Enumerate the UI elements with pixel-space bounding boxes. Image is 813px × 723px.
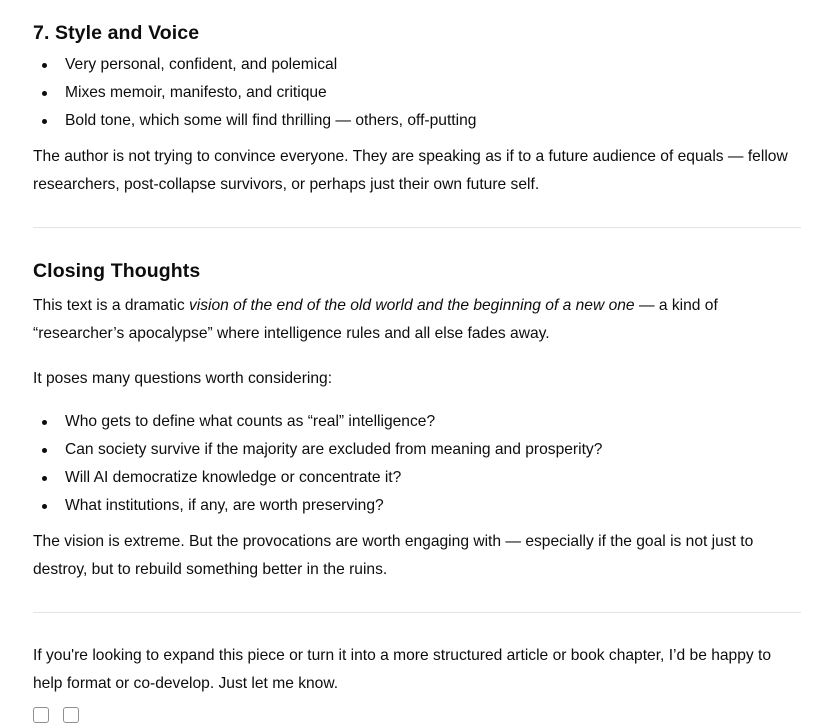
- style-voice-list: [33, 51, 801, 135]
- thumbs-up-icon[interactable]: [63, 707, 79, 723]
- bullet-icon: [42, 119, 47, 124]
- list-item: Mixes memoir, manifesto, and critique: [33, 79, 801, 107]
- offer-paragraph: If you're looking to expand this piece or turn it into a more structured article or book chapter, I’d be happy to help format or co-develop. Just let me know.: [33, 647, 772, 692]
- questions-lead: It poses many questions worth considering:: [33, 370, 333, 387]
- divider: [33, 227, 801, 228]
- style-voice-heading: 7. Style and Voice: [33, 22, 200, 44]
- bullet-icon: [42, 63, 47, 68]
- closing-conclusion: The vision is extreme. But the provocations are worth engaging with — especially if the goal is not just to destroy, but to rebuild something better in the ruins.: [33, 533, 754, 578]
- bullet-icon: [42, 91, 47, 96]
- questions-list: [33, 408, 801, 520]
- list-item: Who gets to define what counts as “real” intelligence?: [33, 408, 801, 436]
- response-content: [33, 18, 801, 698]
- copy-icon[interactable]: [33, 707, 49, 723]
- closing-intro-paragraph: This text is a dramatic vision of the end of the old world and the beginning of a new one — a kind of “researcher’s apocalypse” where intelligence rules and all else fades away.: [33, 297, 718, 342]
- list-item: What institutions, if any, are worth preserving?: [33, 492, 801, 520]
- bullet-icon: [42, 476, 47, 481]
- bullet-icon: [42, 420, 47, 425]
- list-item: Very personal, confident, and polemical: [33, 51, 801, 79]
- closing-thoughts-heading: Closing Thoughts: [33, 260, 201, 282]
- list-item: Can society survive if the majority are excluded from meaning and prosperity?: [33, 436, 801, 464]
- style-voice-paragraph: The author is not trying to convince everyone. They are speaking as if to a future audience of equals — fellow researchers, post-collapse survivors, or perhaps just their own future self.: [33, 148, 788, 193]
- bullet-icon: [42, 504, 47, 509]
- list-item: Will AI democratize knowledge or concentrate it?: [33, 464, 801, 492]
- bullet-icon: [42, 448, 47, 453]
- list-item: Bold tone, which some will find thrilling — others, off-putting: [33, 107, 801, 135]
- divider: [33, 612, 801, 613]
- message-actions: [33, 707, 79, 723]
